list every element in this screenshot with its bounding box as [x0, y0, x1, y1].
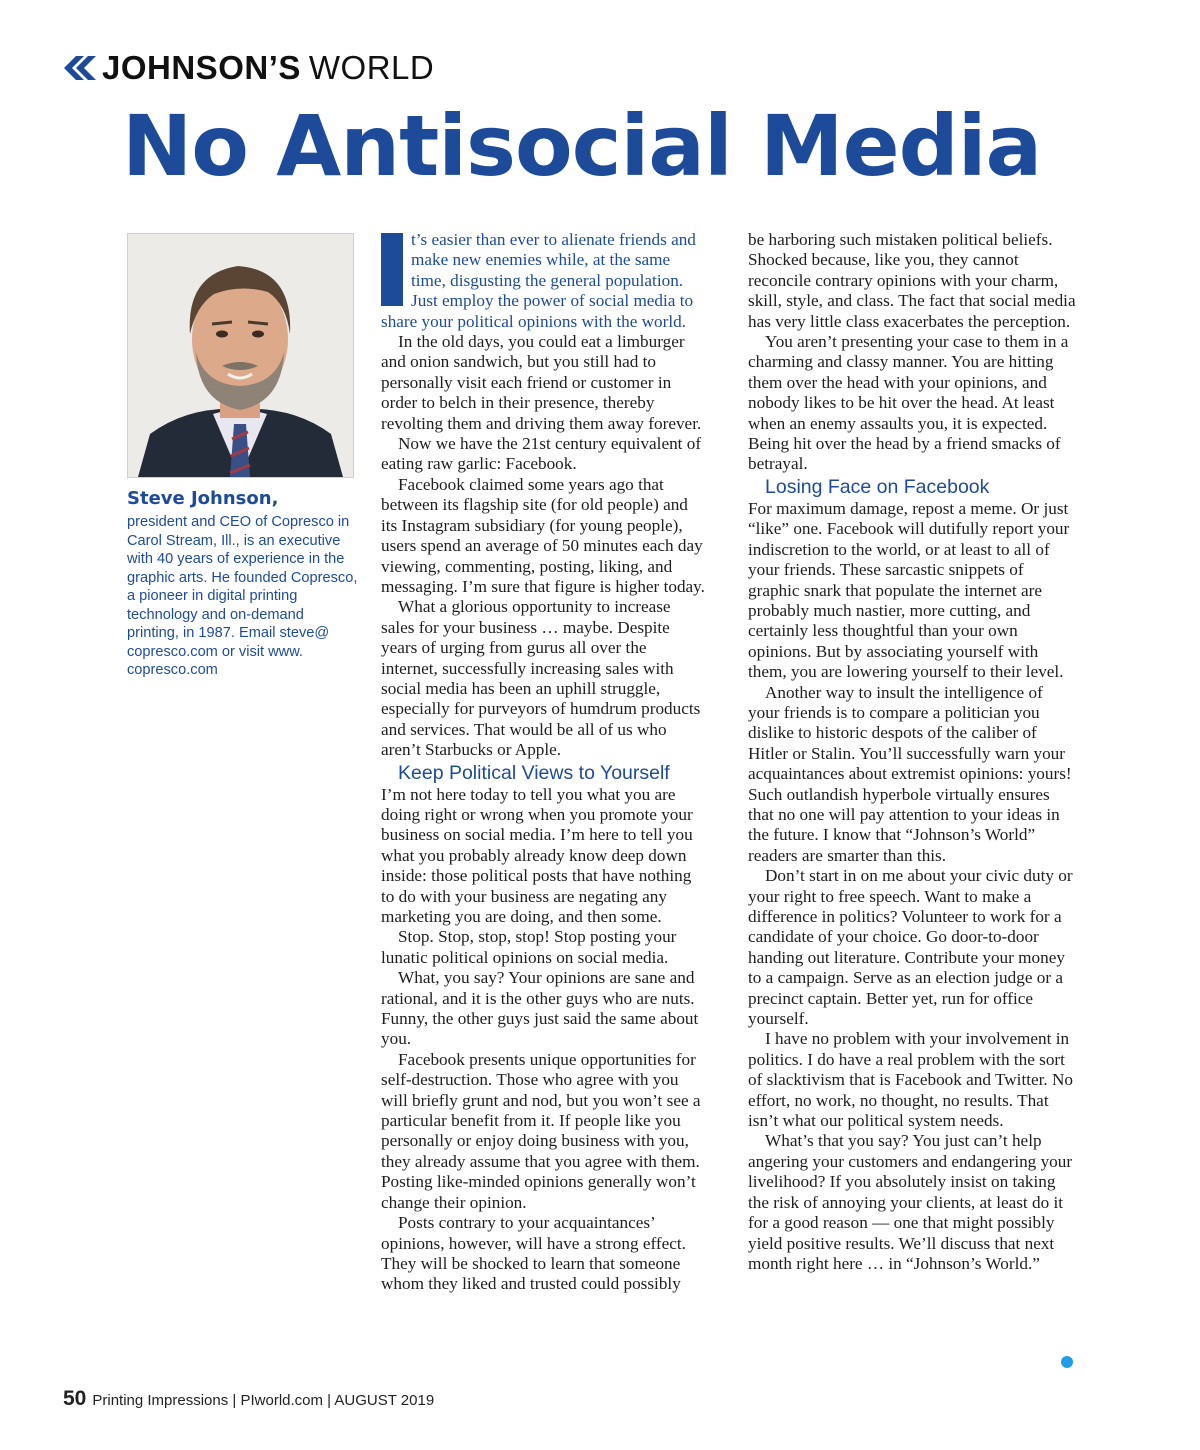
headline: No Antisocial Media	[122, 97, 1042, 195]
section-name-bold: JOHNSON’S	[102, 49, 301, 86]
drop-cap	[381, 233, 403, 306]
paragraph: What’s that you say? You just can’t help angering your customers and endangering your livelihood? If you absolutely insist on taking the risk of annoying your clients, at least do it for a good reason — one that might possibly yield positive results. We’ll discuss that next month right here … in “Johnson’s World.”	[748, 1131, 1073, 1273]
paragraph: In the old days, you could eat a limburger and onion sandwich, but you still had to personally visit each friend or customer in order to belch in their presence, thereby revolting them and driving them away forever.	[381, 332, 702, 433]
end-mark-icon	[1061, 1356, 1073, 1368]
subhead-political-views: Keep Political Views to Yourself	[398, 761, 670, 784]
paragraph: Another way to insult the intelligence of your friends is to compare a politician you dislike to historic despots of the caliber of Hitler or Stalin. You’ll successfully warn your acquaintances about extremist opinions: yours! Such outlandish hyperbole virtually ensures that no one will pay attention to your ideas in the future. I know that “Johnson’s World” readers are smarter than this.	[748, 682, 1072, 865]
paragraph: For maximum damage, repost a meme. Or just “like” one. Facebook will dutifully report your indiscretion to the world, or at least to all of your friends. These sarcastic snippets of graphic snark that populate the internet are probably much nastier, more cutting, and certainly less thoughtful than your own opinions. But by associating yourself with them, you are lowering yourself to their level.	[748, 498, 1070, 682]
article-lead	[381, 230, 706, 332]
paragraph: I have no problem with your involvement in politics. I do have a real problem with the sort of slacktivism that is Facebook and Twitter. No effort, no work, no thought, no results. That isn’t what our political system needs.	[748, 1029, 1073, 1131]
paragraph: I’m not here today to tell you what you are doing right or wrong when you promote your business on social media. I’m here to tell you what you probably already know deep down inside: those political posts that have nothing to do with your business are negating any marketing you are doing, and then some.	[381, 784, 693, 926]
paragraph: You aren’t presenting your case to them in a charming and classy manner. You are hitting them over the head with your opinions, and nobody likes to be hit over the head. At least when an enemy assaults you, it is expected. Being hit over the head by a friend smacks of betrayal.	[748, 332, 1069, 474]
paragraph: Don’t start in on me about your civic duty or your right to free speech. Want to make a difference in politics? Volunteer to work for a candidate of your choice. Go door-to-door handing out literature. Contribute your money to a campaign. Serve as an election judge or a precinct captain. Better yet, run for office yourself.	[748, 866, 1073, 1029]
paragraph: be harboring such mistaken political beliefs. Shocked because, like you, they cannot reconcile contrary opinions with your charm, skill, style, and class. The fact that social media has very little class exacerbates the perception.	[748, 230, 1076, 331]
paragraph: What, you say? Your opinions are sane and rational, and it is the other guys who are nuts. Funny, the other guys just said the same about you.	[381, 968, 699, 1049]
author-name: Steve Johnson,	[127, 488, 279, 509]
paragraph: What a glorious opportunity to increase sales for your business … maybe. Despite years of urging from gurus all over the internet, successfully increasing sales with social media has been an uphill struggle, especially for purveyors of humdrum products and services. That would be all of us who aren’t Starbucks or Apple.	[381, 597, 701, 760]
paragraph: Posts contrary to your acquaintances’ opinions, however, will have a strong effect. They will be shocked to learn that someone whom they liked and trusted could possibly	[381, 1213, 686, 1294]
article-column-2	[748, 230, 1078, 1274]
footer-publication: Printing Impressions | PIworld.com | AUGUST 2019	[92, 1392, 435, 1409]
section-tag	[62, 48, 434, 88]
author-bio-text: president and CEO of Copresco in Carol Stream, Ill., is an executive with 40 years of experience in the graphic arts. He founded Copresco, a pioneer in digital printing technology and on-demand printing, in 1987. Email steve@ copresco.com or visit www. copresco.com	[127, 514, 358, 678]
paragraph: Stop. Stop, stop, stop! Stop posting your lunatic political opinions on social media.	[381, 927, 677, 967]
page-number: 50	[63, 1387, 87, 1410]
author-bio	[127, 487, 359, 680]
page-footer	[63, 1388, 434, 1412]
paragraph: Facebook presents unique opportunities for self-destruction. Those who agree with you will briefly grunt and nod, but you won’t see a particular benefit from it. If people like you personally or enjoy doing business with you, they already assume that you agree with them. Posting like-minded opinions generally won’t change their opinion.	[381, 1049, 701, 1212]
subhead-losing-face: Losing Face on Facebook	[765, 475, 990, 498]
lead-text: t’s easier than ever to alienate friends and make new enemies while, at the same time, disgusting the general population. Just employ the power of social media to share your political opinions with the world.	[381, 230, 696, 331]
double-chevron-left-icon	[62, 54, 96, 82]
paragraph: Facebook claimed some years ago that between its flagship site (for old people) and its Instagram subsidiary (for young people), users spend an average of 50 minutes each day viewing, commenting, posting, liking, and messaging. I’m sure that figure is higher today.	[381, 474, 705, 596]
section-name-light: WORLD	[308, 49, 435, 86]
article-column-1	[381, 230, 706, 1295]
author-photo	[127, 233, 354, 478]
paragraph: Now we have the 21st century equivalent of eating raw garlic: Facebook.	[381, 434, 702, 474]
